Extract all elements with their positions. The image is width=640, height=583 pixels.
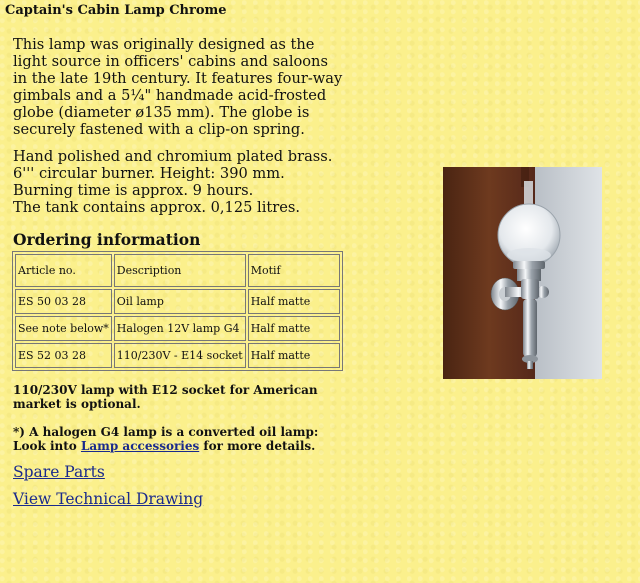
note-line	[13, 439, 343, 453]
column-header-motif: Motif	[248, 254, 340, 287]
spare-parts-link[interactable]: Spare Parts	[13, 463, 105, 481]
description-line: securely fastened with a clip-on spring.	[13, 121, 305, 138]
note-text: for more details.	[199, 439, 316, 453]
description-line: globe (diameter ø135 mm). The globe is	[13, 104, 310, 121]
motif-cell: Half matte	[248, 343, 340, 368]
american-socket-note	[13, 383, 343, 411]
description-line: gimbals and a 5¼" handmade acid-frosted	[13, 87, 327, 104]
description-line: in the late 19th century. It features four-way	[13, 70, 343, 87]
description-line: light source in officers' cabins and saloons	[13, 53, 328, 70]
main-content	[13, 36, 343, 508]
note-line: market is optional.	[13, 397, 141, 411]
article-cell: See note below*	[15, 316, 112, 341]
lamp-photo	[443, 167, 602, 379]
technical-drawing-link[interactable]: View Technical Drawing	[13, 490, 204, 508]
note-line: *) A halogen G4 lamp is a converted oil lamp:	[13, 425, 319, 439]
note-line: 110/230V lamp with E12 socket for American	[13, 383, 318, 397]
specs-line: 6''' circular burner. Height: 390 mm.	[13, 165, 285, 182]
description-paragraph-2	[13, 148, 343, 216]
specs-line: The tank contains approx. 0,125 litres.	[13, 199, 300, 216]
column-header-description: Description	[114, 254, 246, 287]
description-cell: Oil lamp	[114, 289, 246, 314]
table-row	[15, 343, 340, 368]
column-header-article: Article no.	[15, 254, 112, 287]
specs-line: Hand polished and chromium plated brass.	[13, 148, 333, 165]
table-row	[15, 289, 340, 314]
note-text: Look into	[13, 439, 81, 453]
halogen-note	[13, 425, 343, 453]
table-row	[15, 316, 340, 341]
ordering-heading: Ordering information	[13, 230, 201, 249]
description-cell: 110/230V - E14 socket	[114, 343, 246, 368]
article-cell: ES 52 03 28	[15, 343, 112, 368]
lamp-accessories-link[interactable]: Lamp accessories	[80, 439, 200, 453]
page-title: Captain's Cabin Lamp Chrome	[5, 3, 227, 18]
specs-line: Burning time is approx. 9 hours.	[13, 182, 254, 199]
description-paragraph-1	[13, 36, 343, 138]
description-cell: Halogen 12V lamp G4	[114, 316, 246, 341]
article-cell: ES 50 03 28	[15, 289, 112, 314]
ordering-table	[12, 251, 343, 371]
motif-cell: Half matte	[248, 289, 340, 314]
table-header-row	[15, 254, 340, 287]
motif-cell: Half matte	[248, 316, 340, 341]
description-line: This lamp was originally designed as the	[13, 36, 315, 53]
